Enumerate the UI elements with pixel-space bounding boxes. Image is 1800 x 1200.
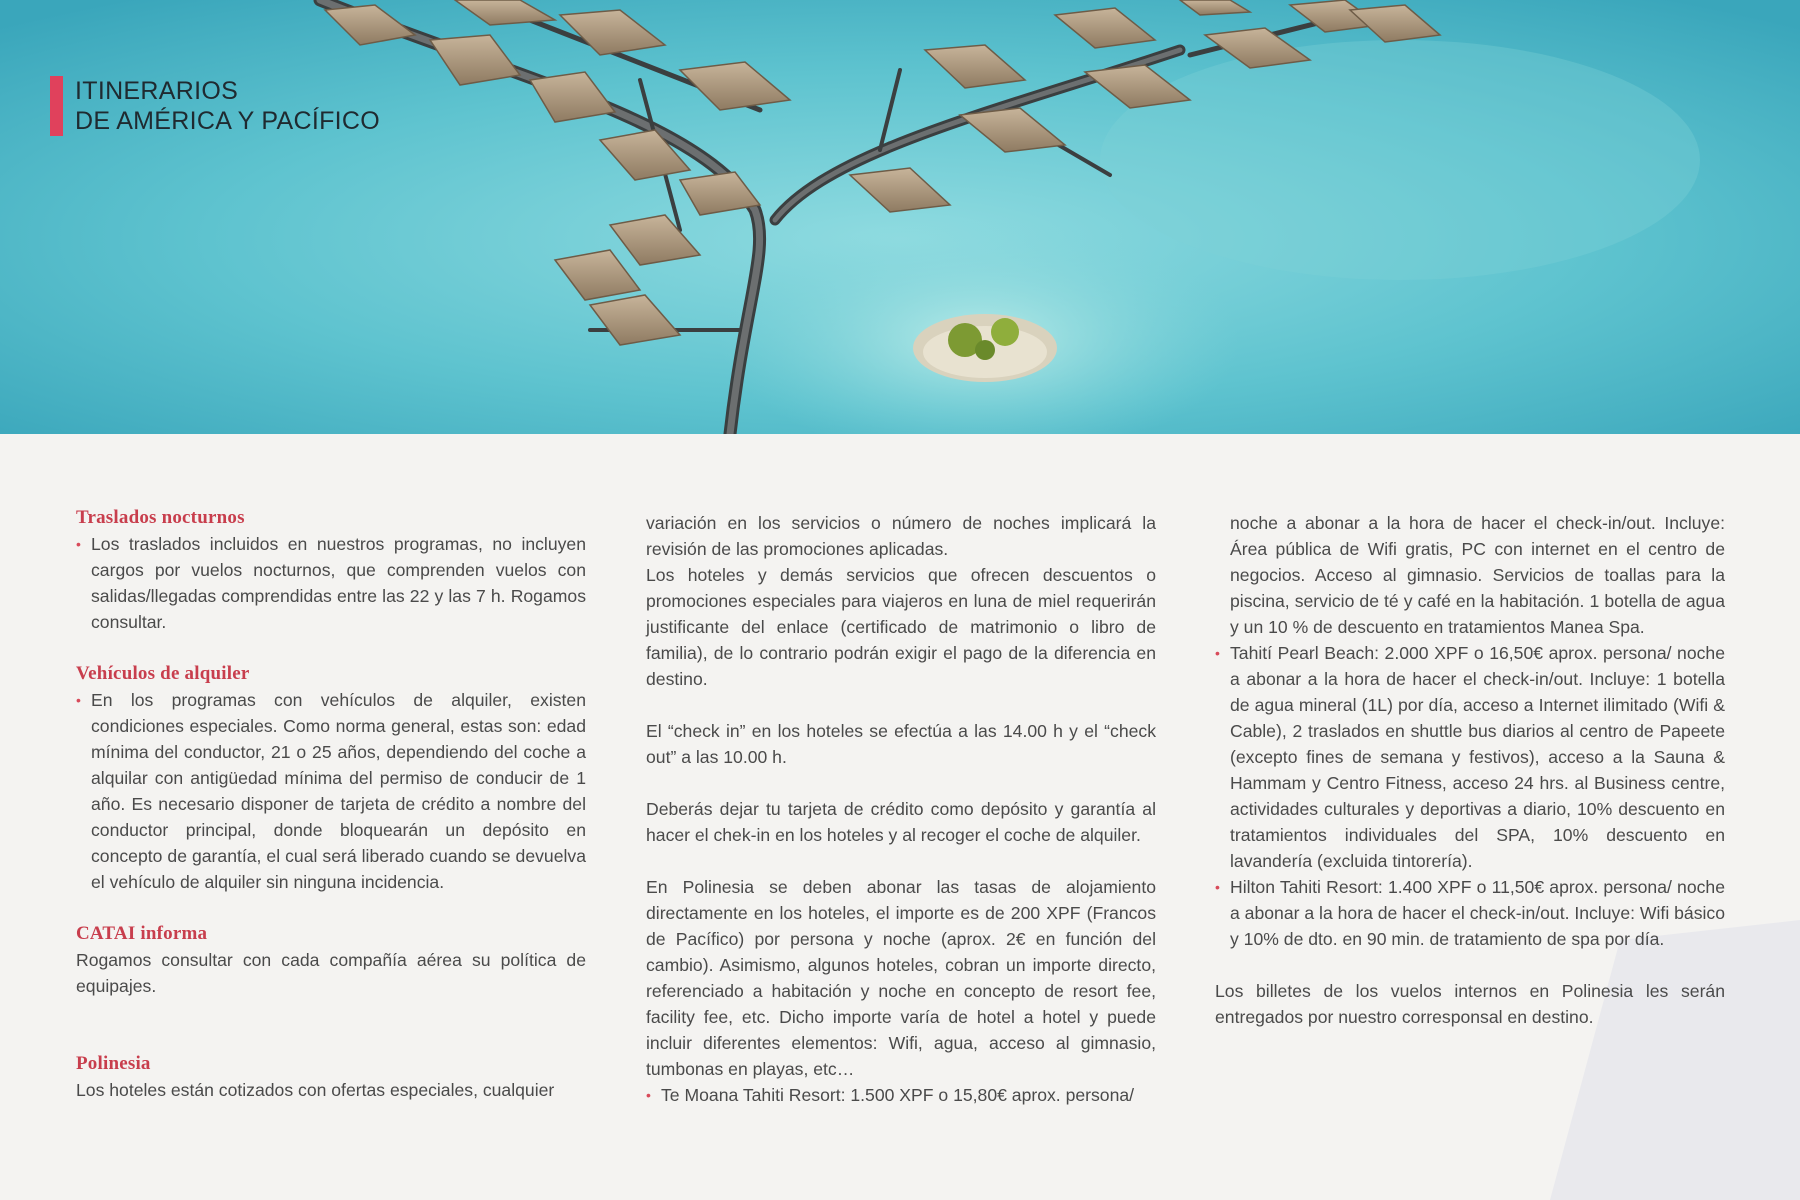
column-1: [76, 505, 586, 1103]
page-title: [50, 76, 380, 136]
tasas-text: En Polinesia se deben abonar las tasas de alojamiento directamente en los hoteles, el importe es de 200 XPF (Francos de Pacífico) por persona y noche (aprox. 2€ en función del cambio). Asimismo, algunos hoteles, cobran un importe directo, referenciado a habitación y noche en concepto de resort fee, facility fee, etc. Dicho importe varía de hotel a hotel y puede incluir diferentes elementos: Wifi, agua, acceso al gimnasio, tumbonas en playas, etc…: [646, 877, 1156, 1079]
title-text: [75, 76, 380, 136]
hero-photo: [0, 0, 1800, 434]
heading-traslados: Traslados nocturnos: [76, 507, 245, 528]
title-accent-bar: [50, 76, 63, 136]
hilton-bullet: • Hilton Tahiti Resort: 1.400 XPF o 11,50€ aprox. persona/ noche a abonar a la hora de hacer el check-in/out. Incluye: Wifi básico y 10% de dto. en 90 min. de tratamiento de spa por día.: [1215, 874, 1725, 952]
te-moana-bullet: • Te Moana Tahiti Resort: 1.500 XPF o 15,80€ aprox. persona/: [646, 1082, 1156, 1108]
title-line-2: DE AMÉRICA Y PACÍFICO: [75, 107, 380, 135]
check-in-text: El “check in” en los hoteles se efectúa a las 14.00 h y el “check out” a las 10.00 h.: [646, 721, 1156, 767]
tarjeta-text: Deberás dejar tu tarjeta de crédito como depósito y garantía al hacer el chek-in en los hoteles y al recoger el coche de alquiler.: [646, 799, 1156, 845]
polinesia-text-start: Los hoteles están cotizados con ofertas especiales, cualquier: [76, 1080, 555, 1100]
vehiculos-bullet: • En los programas con vehículos de alquiler, existen condiciones especiales. Como norma general, estas son: edad mínima del conductor, 21 o 25 años, dependiendo del coche a alquilar con antigüedad mínima del permiso de conducir de 1 año. Es necesario disponer de tarjeta de crédito a nombre del conductor principal, donde bloquearán un depósito en concepto de garantía, el cual será liberado cuando se devuelva el vehículo de alquiler sin ninguna incidencia.: [76, 687, 586, 895]
heading-vehiculos: Vehículos de alquiler: [76, 663, 250, 684]
te-moana-cont: noche a abonar a la hora de hacer el check-in/out. Incluye: Área pública de Wifi gratis, PC con internet en el centro de negocios. Acceso al gimnasio. Servicios de toallas para la piscina, servicio de té y café en la habitación. 1 botella de agua y un 10 % de descuento en tratamientos Manea Spa.: [1230, 513, 1725, 637]
title-line-1: ITINERARIOS: [75, 77, 239, 105]
heading-catai: CATAI informa: [76, 923, 208, 944]
column-3: [1215, 510, 1725, 1030]
tahiti-pearl-bullet: • Tahití Pearl Beach: 2.000 XPF o 16,50€ aprox. persona/ noche a abonar a la hora de hacer el check-in/out. Incluye: 1 botella de agua mineral (1L) por día, acceso a Internet ilimitado (Wifi & Cable), 2 traslados en shuttle bus diarios al centro de Papeete (excepto fines de semana y festivos), acceso a la Sauna & Hammam y Centro Fitness, acceso 24 hrs. al Business centre, actividades culturales y deportivas a diario, 10% descuento en tratamientos individuales del SPA, 10% descuento en lavandería (excluida tintorería).: [1215, 640, 1725, 874]
traslados-bullet: • Los traslados incluidos en nuestros programas, no incluyen cargos por vuelos nocturnos, que comprenden vuelos con salidas/llegadas comprendidas entre las 22 y las 7 h. Rogamos consultar.: [76, 531, 586, 635]
billetes-text: Los billetes de los vuelos internos en Polinesia les serán entregados por nuestro corresponsal en destino.: [1215, 981, 1725, 1027]
heading-polinesia: Polinesia: [76, 1053, 151, 1074]
catai-text: Rogamos consultar con cada compañía aérea su política de equipajes.: [76, 950, 586, 996]
polinesia-text-cont: variación en los servicios o número de noches implicará la revisión de las promociones aplicadas.: [646, 513, 1156, 559]
overwater-bungalows-illustration: [0, 0, 1800, 434]
luna-miel-text: Los hoteles y demás servicios que ofrecen descuentos o promociones especiales para viajeros en luna de miel requerirán justificante del enlace (certificado de matrimonio o libro de familia), de lo contrario podrán exigir el pago de la diferencia en destino.: [646, 565, 1156, 689]
column-2: [646, 510, 1156, 1108]
